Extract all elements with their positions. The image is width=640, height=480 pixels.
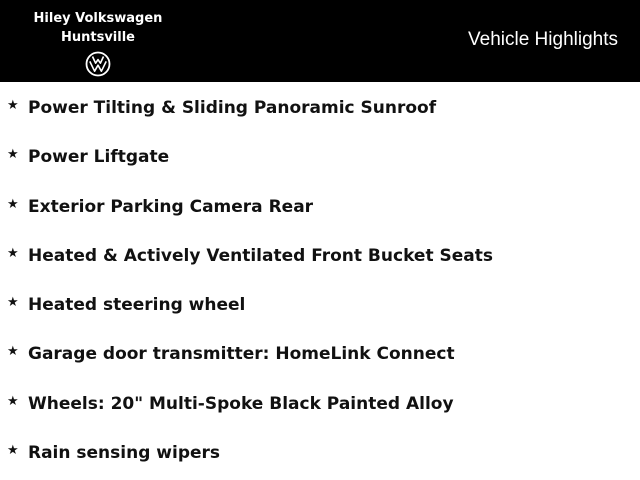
highlight-label: Heated steering wheel	[28, 295, 246, 316]
list-item	[0, 279, 640, 328]
list-item	[0, 230, 640, 279]
page-title: Vehicle Highlights	[468, 29, 618, 50]
star-icon: ★	[7, 245, 19, 261]
highlight-label: Garage door transmitter: HomeLink Connect	[28, 344, 455, 365]
star-icon: ★	[7, 295, 19, 311]
list-item	[0, 131, 640, 180]
list-item	[0, 427, 640, 476]
highlight-label: Rain sensing wipers	[28, 443, 221, 464]
star-icon: ★	[7, 393, 19, 409]
list-item	[0, 328, 640, 377]
highlight-label: Exterior Parking Camera Rear	[28, 196, 314, 217]
highlight-label: Wheels: 20" Multi-Spoke Black Painted Alloy	[28, 393, 454, 414]
star-icon: ★	[7, 344, 19, 360]
highlight-label: Heated & Actively Ventilated Front Bucket Seats	[28, 245, 493, 266]
dealer-brand	[28, 9, 168, 77]
vw-logo-icon	[85, 51, 111, 77]
star-icon: ★	[7, 98, 19, 113]
highlights-list	[0, 82, 640, 476]
list-item	[0, 378, 640, 427]
list-item	[0, 82, 640, 131]
star-icon: ★	[7, 147, 19, 163]
star-icon: ★	[7, 443, 19, 459]
dealer-name: Hiley Volkswagen	[33, 11, 163, 26]
list-item	[0, 181, 640, 230]
highlight-label: Power Tilting & Sliding Panoramic Sunroof	[28, 98, 437, 118]
header-bar	[0, 0, 640, 82]
star-icon: ★	[7, 196, 19, 212]
dealer-location: Huntsville	[60, 30, 135, 45]
highlight-label: Power Liftgate	[28, 147, 170, 168]
